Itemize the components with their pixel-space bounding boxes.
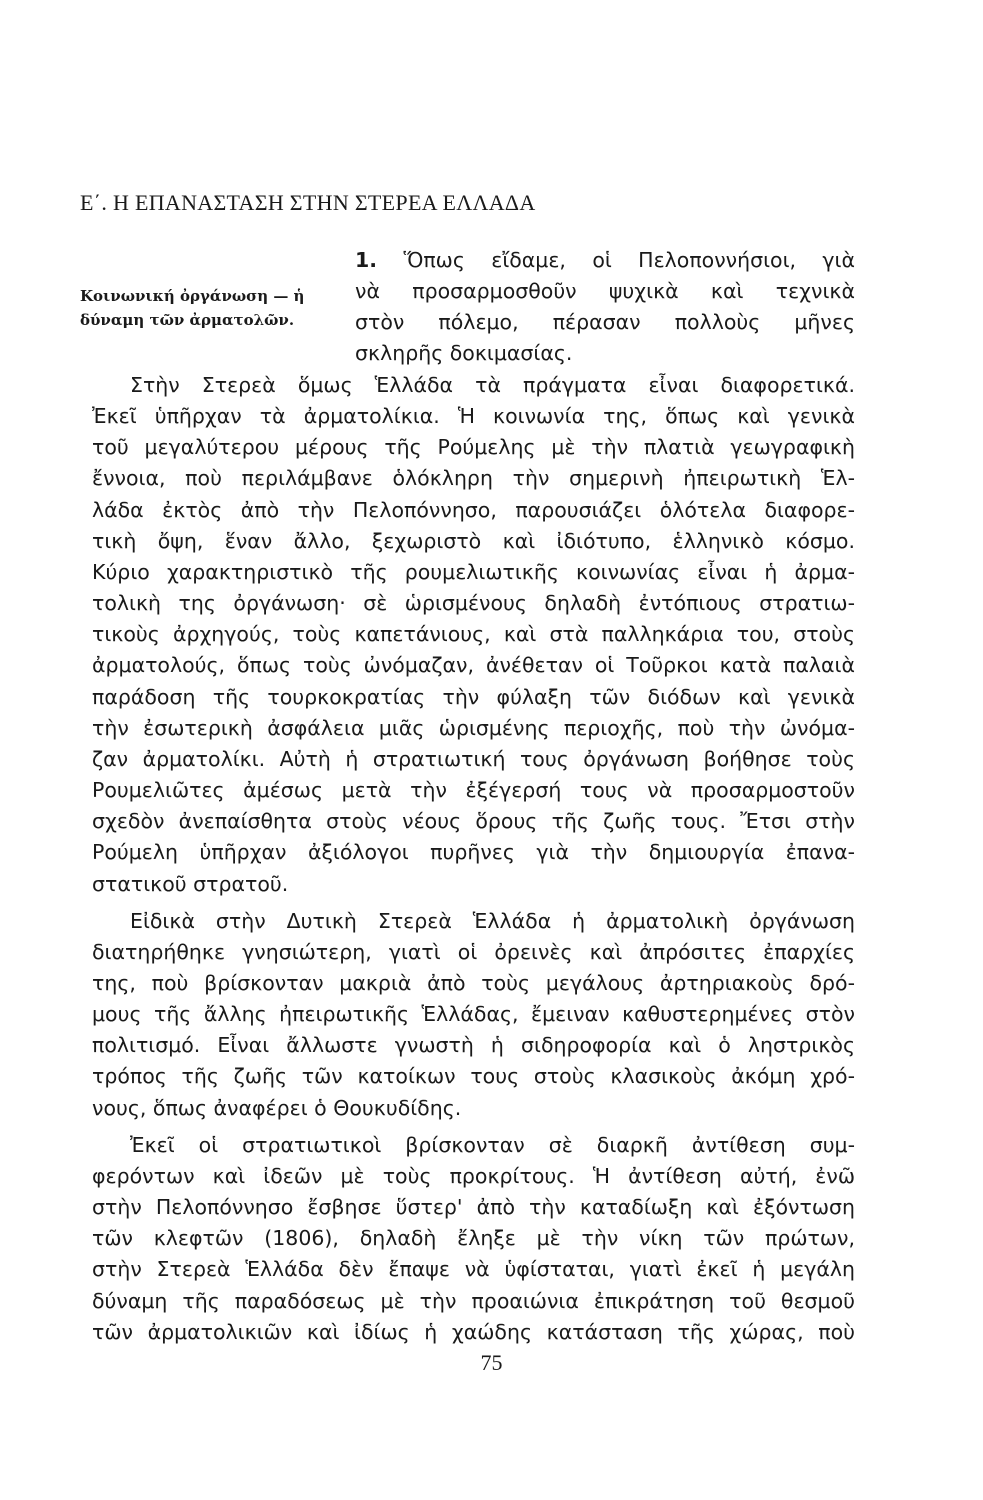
text-line: στατικοῦ στρατοῦ. <box>92 871 289 896</box>
text-line: στὴν Πελοπόννησο ἔσβησε ὕστερ' ἀπὸ τὴν καταδίωξη καὶ ἐξόντωση <box>92 1195 855 1220</box>
text-line: τῶν ἀρματολικιῶν καὶ ἰδίως ἡ χαώδης κατάσταση τῆς χώρας, ποὺ <box>92 1319 855 1344</box>
text-line: νους, ὅπως ἀναφέρει ὁ Θουκυδίδης. <box>92 1095 462 1120</box>
text-line: τῶν κλεφτῶν (1806), δηλαδὴ ἔληξε μὲ τὴν νίκη τῶν πρώτων, <box>92 1226 855 1251</box>
paragraph <box>92 370 855 900</box>
text-line: μους τῆς ἄλλης ἠπειρωτικῆς Ἑλλάδας, ἔμειναν καθυστερημένες στὸν <box>92 1002 855 1027</box>
text-line: τρόπος τῆς ζωῆς τῶν κατοίκων τους στοὺς κλασικοὺς ἀκόμη χρό- <box>92 1064 855 1089</box>
text-line: πολιτισμό. Εἶναι ἄλλωστε γνωστὴ ἡ σιδηροφορία καὶ ὁ ληστρικὸς <box>92 1033 855 1058</box>
margin-note-line: δύναμη τῶν ἀρματολῶν. <box>80 311 295 329</box>
text-line: Στὴν Στερεὰ ὅμως Ἑλλάδα τὰ πράγματα εἶναι διαφορετικά. <box>130 373 855 397</box>
page-number: 75 <box>480 1350 503 1375</box>
margin-note-line: Κοινωνική ὀργάνωση — ἡ <box>80 287 305 305</box>
text-line: νὰ προσαρμοσθοῦν ψυχικὰ καὶ τεχνικὰ <box>355 279 855 303</box>
text-line: Ρούμελη ὑπῆρχαν ἀξιόλογοι πυρῆνες γιὰ τὴν δημιουργία ἐπανα- <box>92 840 855 865</box>
text-line: σχεδὸν ἀνεπαίσθητα στοὺς νέους ὅρους τῆς ζωῆς τους. Ἔτσι στὴν <box>92 809 855 834</box>
text-line: ζαν ἀρματολίκι. Αὐτὴ ἡ στρατιωτική τους ὀργάνωση βοήθησε τοὺς <box>92 746 855 771</box>
text-line: Ρουμελιῶτες ἀμέσως μετὰ τὴν ἐξέγερσή τους νὰ προσαρμοστοῦν <box>92 778 855 803</box>
text-line: δύναμη τῆς παραδόσεως μὲ τὴν προαιώνια ἐπικράτηση τοῦ θεσμοῦ <box>92 1288 855 1313</box>
section-opening <box>355 245 855 369</box>
text-line: φερόντων καὶ ἰδεῶν μὲ τοὺς προκρίτους. Ἡ ἀντίθεση αὐτή, ἐνῶ <box>92 1163 855 1188</box>
section-number: 1. <box>355 248 378 272</box>
text-line: παράδοση τῆς τουρκοκρατίας τὴν φύλαξη τῶν διόδων καὶ γενικὰ <box>92 684 855 709</box>
chapter-title: Ε΄. Η ΕΠΑΝΑΣΤΑΣΗ ΣΤΗΝ ΣΤΕΡΕΑ ΕΛΛΑΔΑ <box>80 190 536 215</box>
text-line: Κύριο χαρακτηριστικὸ τῆς ρουμελιωτικῆς κοινωνίας εἶναι ἡ ἀρμα- <box>92 559 855 584</box>
text-line: τὴν ἐσωτερικὴ ἀσφάλεια μιᾶς ὡρισμένης περιοχῆς, ποὺ τὴν ὠνόμα- <box>92 715 855 740</box>
text-line: τικοὺς ἀρχηγούς, τοὺς καπετάνιους, καὶ στὰ παλληκάρια του, στοὺς <box>92 622 855 647</box>
text-line: Εἰδικὰ στὴν Δυτικὴ Στερεὰ Ἑλλάδα ἡ ἀρματολικὴ ὀργάνωση <box>130 908 855 933</box>
text-line: 1. Ὅπως εἴδαμε, οἱ Πελοποννήσιοι, γιὰ <box>355 248 855 272</box>
body-text <box>92 370 855 1354</box>
text-line: τοῦ μεγαλύτερου μέρους τῆς Ρούμελης μὲ τὴν πλατιὰ γεωγραφικὴ <box>92 435 855 460</box>
text-line: τικὴ ὄψη, ἕναν ἄλλο, ξεχωριστὸ καὶ ἰδιότυπο, ἑλληνικὸ κόσμο. <box>92 528 855 553</box>
text-line: στὴν Στερεὰ Ἑλλάδα δὲν ἔπαψε νὰ ὑφίσταται, γιατὶ ἐκεῖ ἡ μεγάλη <box>92 1257 855 1282</box>
text-line: ἔννοια, ποὺ περιλάμβανε ὁλόκληρη τὴν σημερινὴ ἠπειρωτικὴ Ἑλ- <box>92 466 855 491</box>
text-line: τολικὴ της ὀργάνωση· σὲ ὡρισμένους δηλαδὴ ἐντόπιους στρατιω- <box>92 591 855 616</box>
text-line: διατηρήθηκε γνησιώτερη, γιατὶ οἱ ὀρεινὲς καὶ ἀπρόσιτες ἐπαρχίες <box>92 939 855 964</box>
margin-note <box>80 284 340 332</box>
text-line: της, ποὺ βρίσκονταν μακριὰ ἀπὸ τοὺς μεγάλους ἀρτηριακοὺς δρό- <box>92 970 855 995</box>
text-line: Ἐκεῖ ὑπῆρχαν τὰ ἀρματολίκια. Ἡ κοινωνία της, ὅπως καὶ γενικὰ <box>92 404 855 429</box>
paragraph <box>92 906 855 1124</box>
text-line: λάδα ἐκτὸς ἀπὸ τὴν Πελοπόννησο, παρουσιάζει ὁλότελα διαφορε- <box>92 497 855 522</box>
text-line: ἀρματολούς, ὅπως τοὺς ὠνόμαζαν, ἀνέθεταν οἱ Τοῦρκοι κατὰ παλαιὰ <box>92 653 855 678</box>
text-line: στὸν πόλεμο, πέρασαν πολλοὺς μῆνες <box>355 310 855 334</box>
paragraph <box>92 1130 855 1348</box>
text-line: Ἐκεῖ οἱ στρατιωτικοὶ βρίσκονταν σὲ διαρκῆ ἀντίθεση συμ- <box>130 1132 855 1157</box>
text-line: σκληρῆς δοκιμασίας. <box>355 341 573 365</box>
